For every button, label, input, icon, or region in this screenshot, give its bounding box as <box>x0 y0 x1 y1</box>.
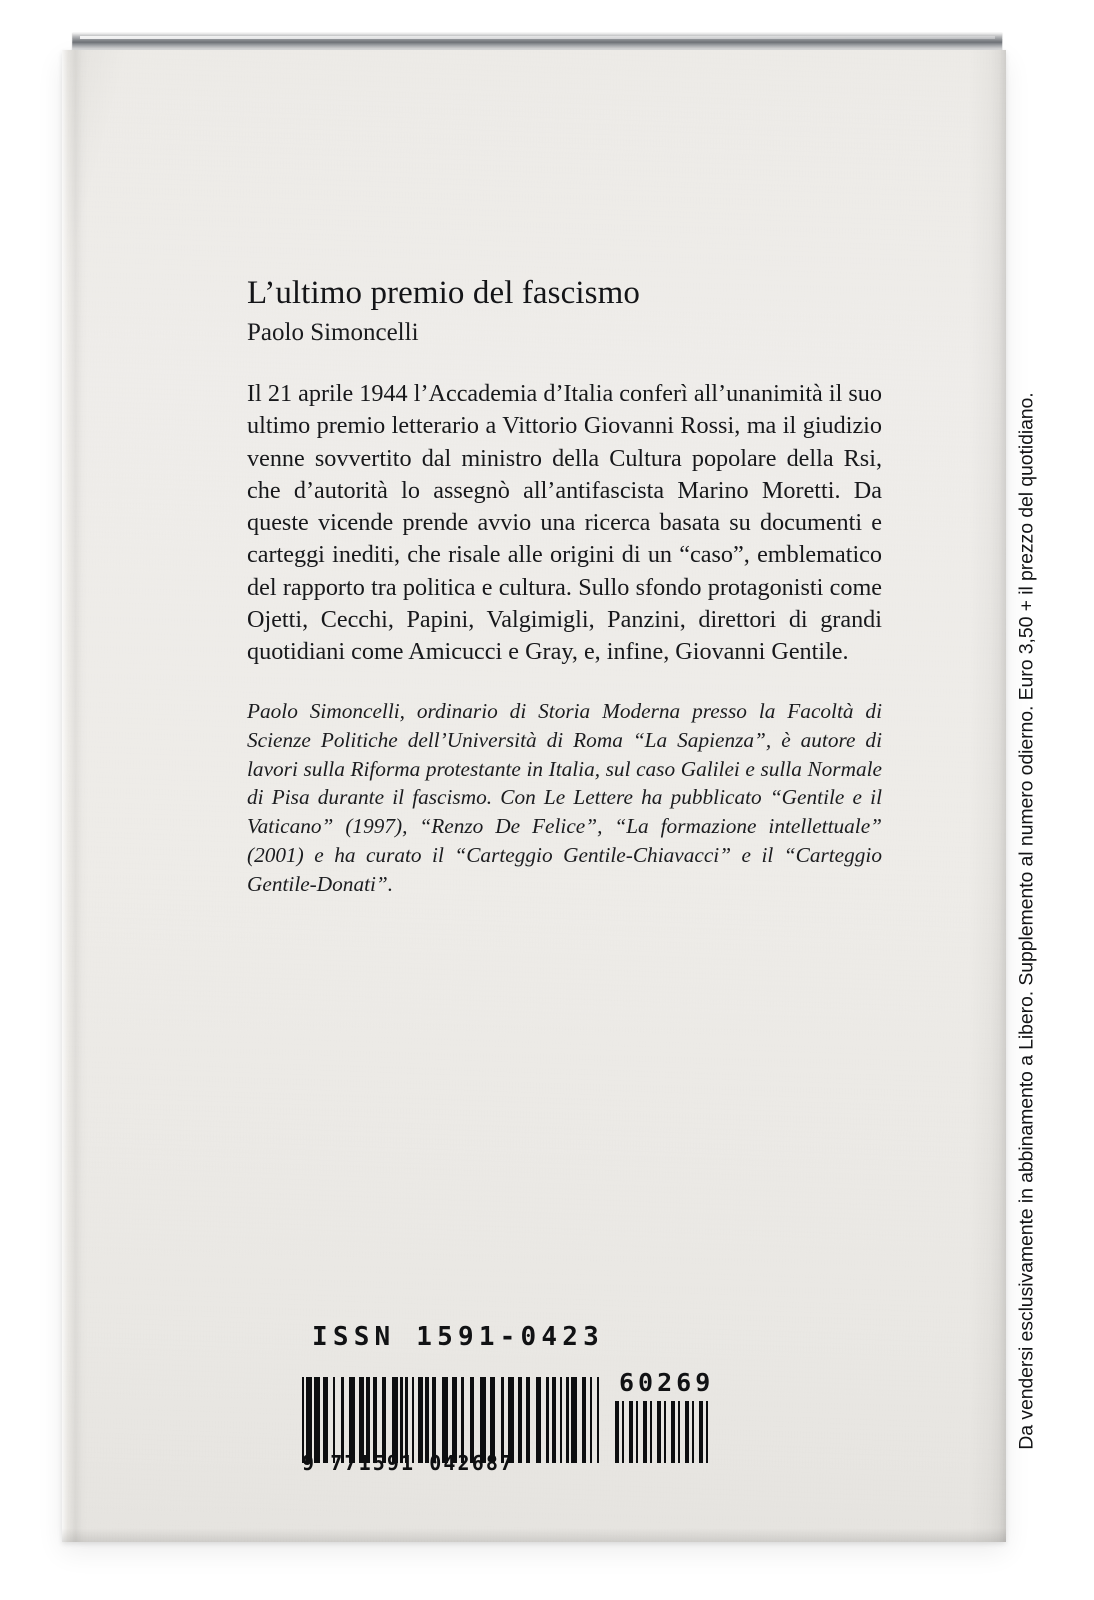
barcode-addon-bars <box>615 1401 713 1463</box>
author-biography-paragraph: Paolo Simoncelli, ordinario di Storia Moderna presso la Facoltà di Scienze Politiche dell’Università di Roma “La Sapienza”, è autore di lavori sulla Riforma protestante in Italia, sul caso Galilei e sulla Normale di Pisa durante il fascismo. Con Le Lettere ha pubblicato “Gentile e il Vaticano” (1997), “Renzo De Felice”, “La formazione intellettuale” (2001) e ha curato il “Carteggio Gentile-Chiavacci” e il “Carteggio Gentile-Donati”. <box>247 698 882 897</box>
bottom-edge-shadow <box>62 1528 1006 1542</box>
spine-fold-shadow <box>62 50 88 1542</box>
ean13-digits: 9 771591 042687 <box>302 1451 515 1475</box>
vertical-notice-text: Da vendersi esclusivamente in abbinamento a Libero. Supplemento al numero odierno. Euro 3,50 + il prezzo del quotidiano. <box>1015 392 1038 1450</box>
page-edge-highlight <box>80 36 995 39</box>
issn-label: ISSN 1591-0423 <box>312 1322 604 1352</box>
barcode-row <box>302 1368 715 1463</box>
barcode-addon-digits: 60269 <box>619 1368 715 1397</box>
book-author: Paolo Simoncelli <box>247 318 419 346</box>
vertical-notice <box>1010 392 1044 1450</box>
barcode-addon-group <box>615 1368 714 1463</box>
back-cover-text-column <box>247 275 882 899</box>
book-title: L’ultimo premio del fascismo <box>247 275 640 311</box>
book-blurb-paragraph: Il 21 aprile 1944 l’Accademia d’Italia conferì all’unanimità il suo ultimo premio letterario a Vittorio Giovanni Rossi, ma il giudizio venne sovvertito dal ministro della Cultura popolare della Rsi, che d’autorità lo assegnò all’antifascista Marino Moretti. Da queste vicende prende avvio una ricerca basata su documenti e carteggi inediti, che risale alle origini di un “caso”, emblematico del rapporto tra politica e cultura. Sullo sfondo protagonisti come Ojetti, Cecchi, Papini, Valgimigli, Panzini, direttori di grandi quotidiani come Amicucci e Gray, e, infine, Giovanni Gentile. <box>247 379 882 666</box>
book-back-cover <box>62 50 1038 1542</box>
right-edge-shadow <box>990 50 1006 1542</box>
barcode-block <box>302 1322 715 1475</box>
